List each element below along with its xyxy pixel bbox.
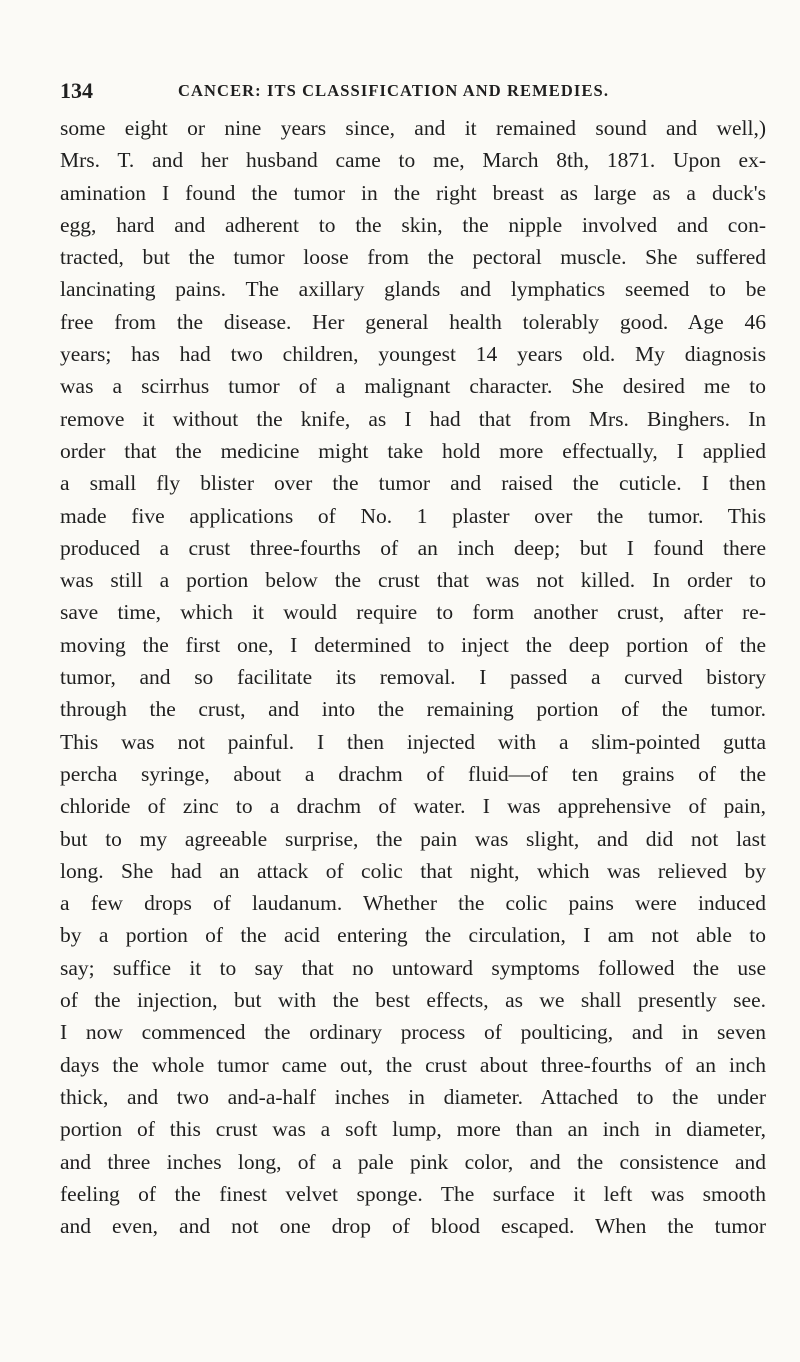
text-line: percha syringe, about a drachm of fluid—of ten grains of the	[60, 761, 766, 786]
text-line: a few drops of laudanum. Whether the colic pains were induced	[60, 891, 766, 916]
text-line: tracted, but the tumor loose from the pectoral muscle. She suffered	[60, 245, 766, 270]
text-line: made five applications of No. 1 plaster over the tumor. This	[60, 503, 766, 528]
text-line: produced a crust three-fourths of an inch deep; but I found there	[60, 535, 766, 560]
text-line: order that the medicine might take hold more effectually, I applied	[60, 438, 766, 463]
text-line: and even, and not one drop of blood escaped. When the tumor	[60, 1214, 766, 1239]
text-line: but to my agreeable surprise, the pain was slight, and did not last	[60, 826, 766, 851]
text-line: was a scirrhus tumor of a malignant character. She desired me to	[60, 374, 766, 399]
text-line: feeling of the finest velvet sponge. The surface it left was smooth	[60, 1181, 766, 1206]
text-line: a small fly blister over the tumor and raised the cuticle. I then	[60, 471, 766, 496]
text-line: say; suffice it to say that no untoward symptoms followed the use	[60, 955, 766, 980]
text-line: portion of this crust was a soft lump, more than an inch in diameter,	[60, 1117, 766, 1142]
text-line: save time, which it would require to form another crust, after re-	[60, 600, 766, 625]
text-line: moving the first one, I determined to inject the deep portion of the	[60, 632, 766, 657]
text-line: and three inches long, of a pale pink color, and the consistence and	[60, 1149, 766, 1174]
running-header	[60, 78, 760, 104]
text-line: remove it without the knife, as I had that from Mrs. Binghers. In	[60, 406, 766, 431]
text-line: Mrs. T. and her husband came to me, March 8th, 1871. Upon ex-	[60, 148, 766, 173]
text-line: amination I found the tumor in the right breast as large as a duck's	[60, 180, 766, 205]
text-line: days the whole tumor came out, the crust about three-fourths of an inch	[60, 1052, 766, 1077]
text-line: I now commenced the ordinary process of poulticing, and in seven	[60, 1020, 766, 1045]
text-line: This was not painful. I then injected with a slim-pointed gutta	[60, 729, 766, 754]
text-line: free from the disease. Her general health tolerably good. Age 46	[60, 309, 766, 334]
text-line: through the crust, and into the remaining portion of the tumor.	[60, 697, 766, 722]
text-line: years; has had two children, youngest 14 years old. My diagnosis	[60, 342, 766, 367]
text-line: by a portion of the acid entering the circulation, I am not able to	[60, 923, 766, 948]
text-line: lancinating pains. The axillary glands and lymphatics seemed to be	[60, 277, 766, 302]
text-line: egg, hard and adherent to the skin, the nipple involved and con-	[60, 212, 766, 237]
text-line: some eight or nine years since, and it remained sound and well,)	[60, 116, 766, 140]
running-title: CANCER: ITS CLASSIFICATION AND REMEDIES.	[178, 81, 610, 100]
text-line: thick, and two and-a-half inches in diameter. Attached to the under	[60, 1084, 766, 1109]
text-line: chloride of zinc to a drachm of water. I was apprehensive of pain,	[60, 794, 766, 819]
body-text	[60, 112, 766, 1242]
text-line: of the injection, but with the best effects, as we shall presently see.	[60, 988, 766, 1013]
page-number: 134	[60, 78, 93, 103]
text-line: long. She had an attack of colic that night, which was relieved by	[60, 858, 766, 883]
text-line: was still a portion below the crust that was not killed. In order to	[60, 568, 766, 593]
text-line: tumor, and so facilitate its removal. I passed a curved bistory	[60, 665, 766, 690]
